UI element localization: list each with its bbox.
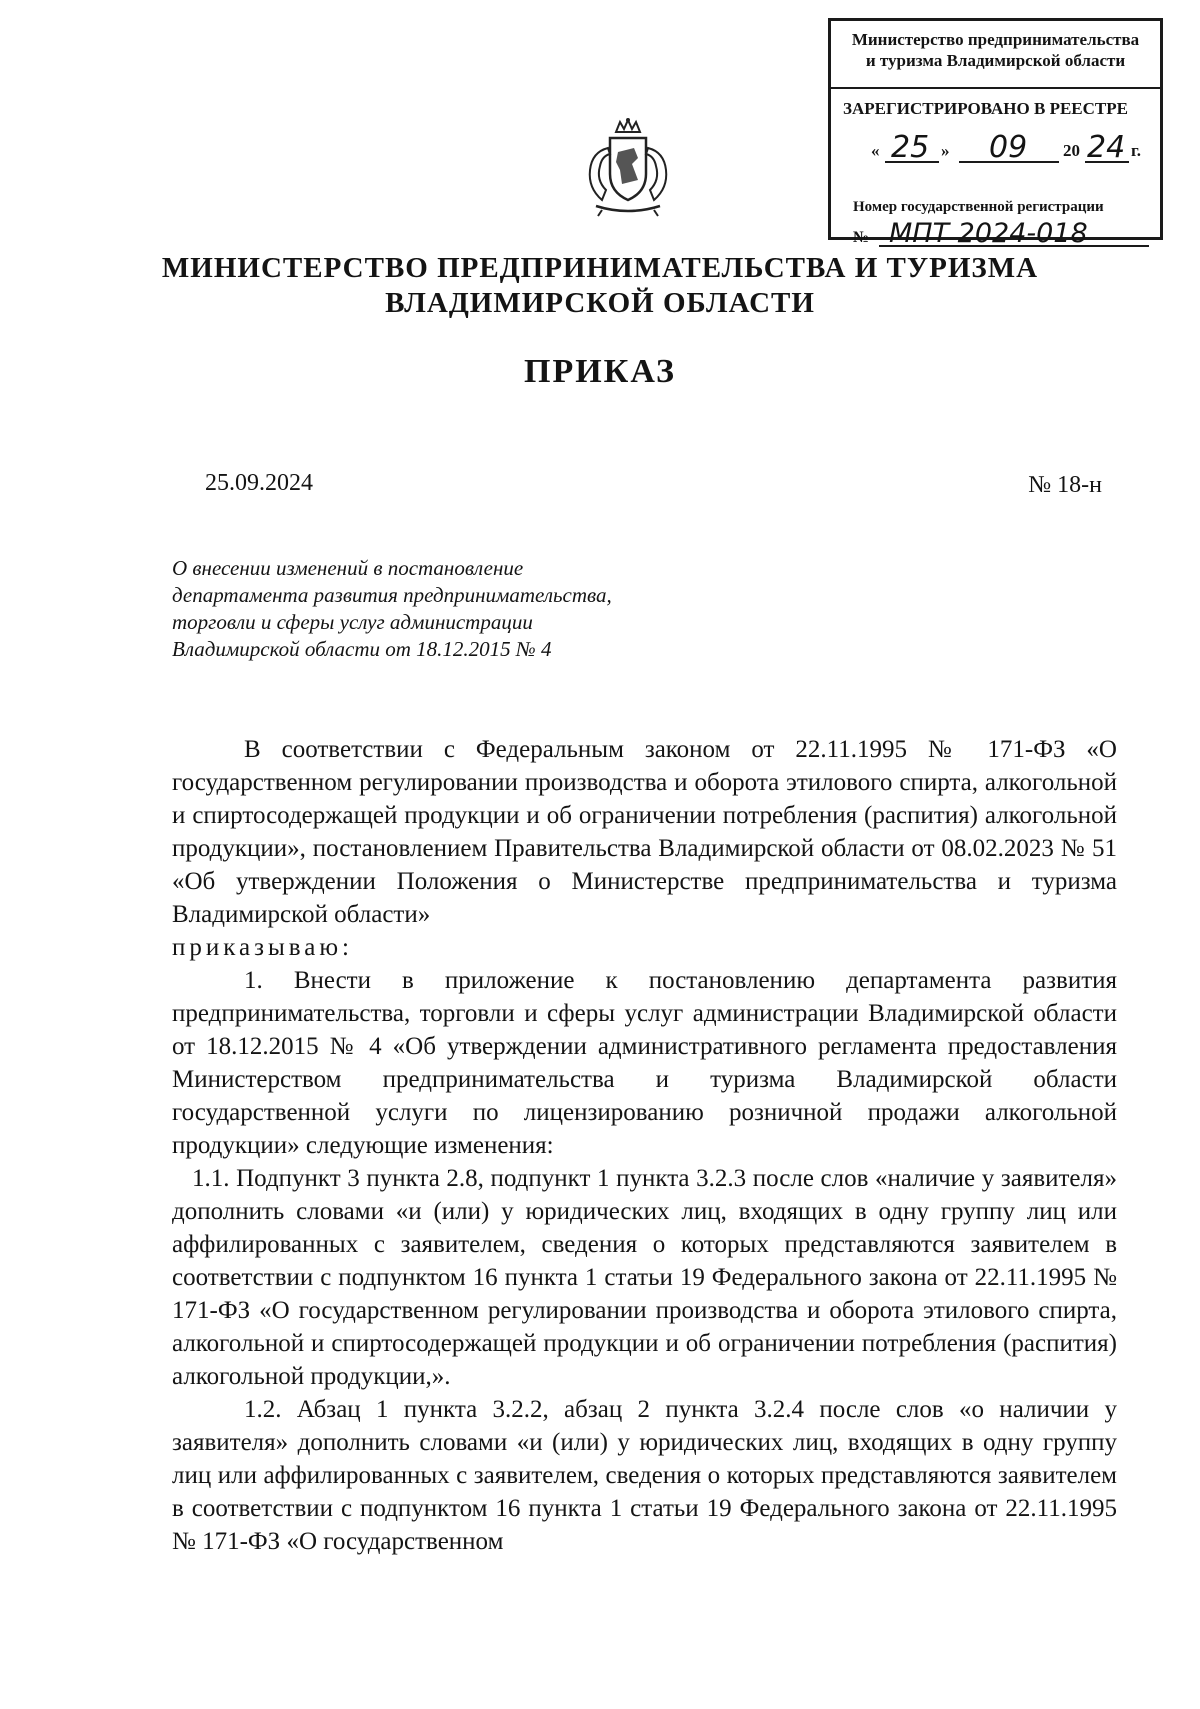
stamp-quote-open: « xyxy=(871,141,880,160)
ministry-name xyxy=(0,251,1200,321)
item-1-paragraph: 1. Внести в приложение к постановлению департамента развития предпринимательства, торговли и сферы услуг администрации Владимирской области от 18.12.2015 № 4 «Об утверждении административного регламента предоставления Министерством предпринимательства и туризма Владимирской области государственной услуги по лицензированию розничной продажи алкогольной продукции» следующие изменения: xyxy=(172,967,1117,1159)
registration-stamp xyxy=(828,18,1163,249)
ministry-line1: МИНИСТЕРСТВО ПРЕДПРИНИМАТЕЛЬСТВА И ТУРИЗМА xyxy=(161,252,1039,284)
document-date: 25.09.2024 xyxy=(205,470,313,496)
stamp-quote-close: » xyxy=(941,141,950,160)
stamp-year-suffix: 24 xyxy=(1087,130,1126,165)
stamp-year-unit: г. xyxy=(1131,141,1142,160)
preamble-paragraph: В соответствии с Федеральным законом от 22.11.1995 № 171-ФЗ «О государственном регулировании производства и оборота этилового спирта, алкогольной и спиртосодержащей продукции и об ограничении потребления (распития) алкогольной продукции», постановлением Правительства Владимирской области от 08.02.2023 № 51 «Об утверждении Положения о Министерстве предпринимательства и туризма Владимирской области» xyxy=(172,736,1117,928)
stamp-registered-label: ЗАРЕГИСТРИРОВАНО В РЕЕСТРЕ xyxy=(843,99,1128,118)
page-title: ПРИКАЗ xyxy=(524,353,676,390)
stamp-day: 25 xyxy=(891,130,930,165)
document-subject xyxy=(172,555,612,663)
stamp-org-line1: Министерство предпринимательства xyxy=(851,30,1140,49)
stamp-reg-number-label: Номер государственной регистрации xyxy=(853,199,1104,215)
subject-line: торговли и сферы услуг администрации xyxy=(172,610,533,634)
item-1-1-paragraph: 1.1. Подпункт 3 пункта 2.8, подпункт 1 пункта 3.2.3 после слов «наличие у заявителя» дополнить словами «и (или) у юридических лиц, входящих в одну группу лиц или аффилированных с заявителем, сведения о которых представляются заявителем в соответствии с подпунктом 16 пункта 1 статьи 19 Федерального закона от 22.11.1995 № 171-ФЗ «О государственном регулировании производства и оборота этилового спирта, алкогольной и спиртосодержащей продукции и об ограничении потребления (распития) алкогольной продукции,». xyxy=(172,1165,1117,1390)
stamp-divider xyxy=(831,87,1160,89)
subject-line: Владимирской области от 18.12.2015 № 4 xyxy=(172,637,552,661)
ministry-line2: ВЛАДИМИРСКОЙ ОБЛАСТИ xyxy=(385,287,815,319)
coat-of-arms-icon xyxy=(582,118,674,218)
document-number: № 18-н xyxy=(1028,472,1102,498)
stamp-reg-number-row xyxy=(853,217,1153,251)
stamp-month: 09 xyxy=(989,130,1028,165)
stamp-year-prefix: 20 xyxy=(1063,141,1080,160)
stamp-org-line2: и туризма Владимирской области xyxy=(865,51,1126,70)
stamp-date xyxy=(871,130,1156,167)
document-body xyxy=(172,733,1117,1558)
item-1-2-paragraph: 1.2. Абзац 1 пункта 3.2.2, абзац 2 пункта 3.2.4 после слов «о наличии у заявителя» дополнить словами «и (или) у юридических лиц, входящих в одну группу лиц или аффилированных с заявителем, сведения о которых представляются заявителем в соответствии с подпунктом 16 пункта 1 статьи 19 Федерального закона от 22.11.1995 № 171-ФЗ «О государственном xyxy=(172,1396,1117,1555)
subject-line: департамента развития предпринимательства, xyxy=(172,583,612,607)
stamp-number-sign: № xyxy=(853,229,870,246)
stamp-organization xyxy=(831,29,1160,71)
stamp-reg-number: МПТ 2024-018 xyxy=(889,218,1088,249)
order-word: приказываю: xyxy=(172,934,353,961)
subject-line: О внесении изменений в постановление xyxy=(172,556,524,580)
